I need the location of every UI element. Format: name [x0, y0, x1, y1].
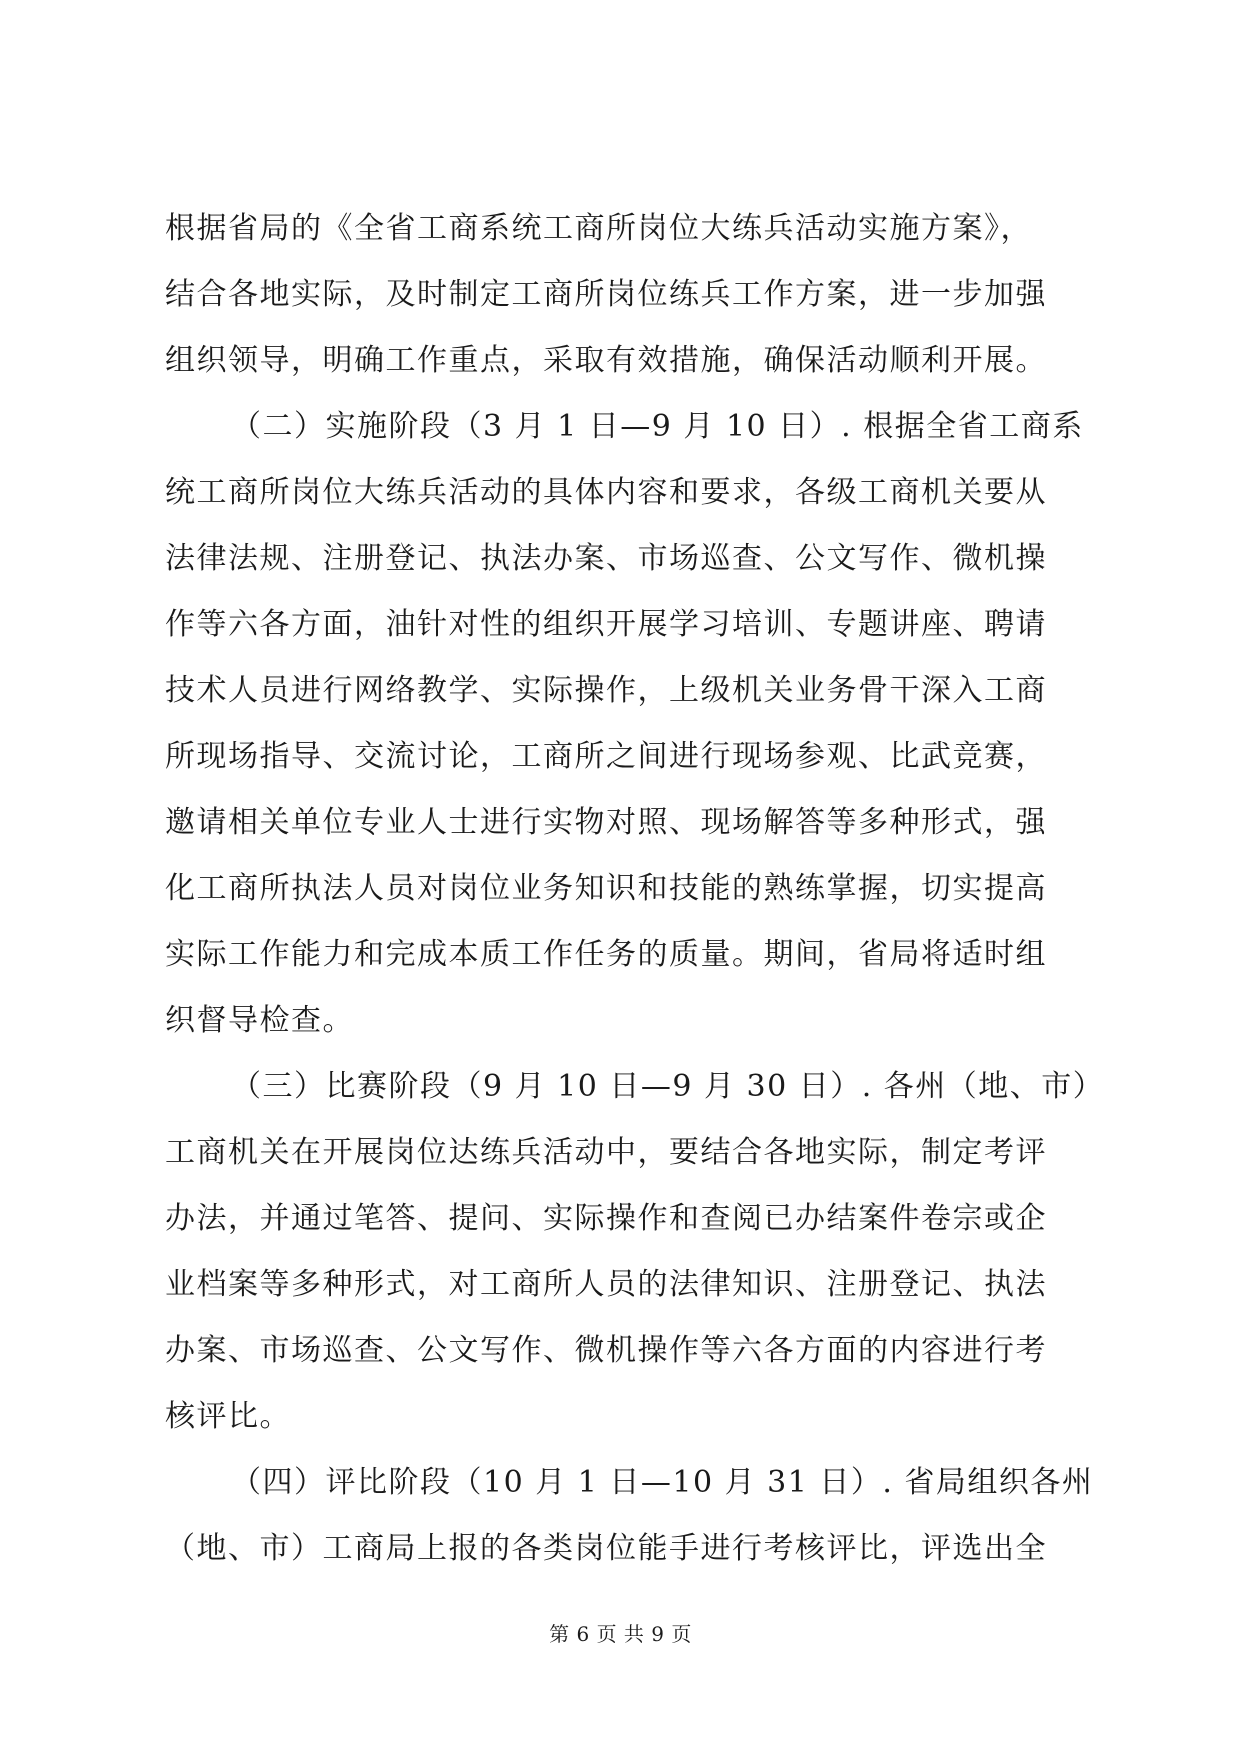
text-line: 统工商所岗位大练兵活动的具体内容和要求，各级工商机关要从: [165, 475, 1047, 510]
text-line: 根据省局的《全省工商系统工商所岗位大练兵活动实施方案》，: [165, 211, 1032, 246]
paragraph-first-line: （二）实施阶段（3 月 1 日—9 月 10 日）. 根据全省工商系: [231, 409, 1084, 444]
text-line: 工商机关在开展岗位达练兵活动中，要结合各地实际，制定考评: [165, 1135, 1047, 1170]
text-line: 法律法规、注册登记、执法办案、市场巡查、公文写作、微机操: [165, 541, 1047, 576]
paragraph-first-line: （四）评比阶段（10 月 1 日—10 月 31 日）. 省局组织各州: [231, 1465, 1094, 1500]
text-line: 办法，并通过笔答、提问、实际操作和查阅已办结案件卷宗或企: [165, 1201, 1047, 1236]
text-line: 办案、市场巡查、公文写作、微机操作等六各方面的内容进行考: [165, 1333, 1047, 1368]
text-line: 技术人员进行网络教学、实际操作，上级机关业务骨干深入工商: [165, 673, 1047, 708]
text-line: 业档案等多种形式，对工商所人员的法律知识、注册登记、执法: [165, 1267, 1047, 1302]
text-line: 化工商所执法人员对岗位业务知识和技能的熟练掌握，切实提高: [165, 871, 1047, 906]
paragraph-first-line: （三）比赛阶段（9 月 10 日—9 月 30 日）. 各州（地、市）: [231, 1069, 1105, 1104]
page-footer: 第 6 页 共 9 页: [549, 1622, 692, 1646]
document-body: [165, 196, 1105, 1582]
text-line: 织督导检查。: [165, 1003, 354, 1038]
text-line: 作等六各方面，油针对性的组织开展学习培训、专题讲座、聘请: [165, 607, 1047, 642]
text-line: 结合各地实际，及时制定工商所岗位练兵工作方案，进一步加强: [165, 277, 1047, 312]
text-line: 核评比。: [165, 1399, 291, 1434]
text-line: 所现场指导、交流讨论，工商所之间进行现场参观、比武竞赛，: [165, 739, 1047, 774]
text-line: （地、市）工商局上报的各类岗位能手进行考核评比，评选出全: [165, 1531, 1047, 1566]
text-line: 邀请相关单位专业人士进行实物对照、现场解答等多种形式，强: [165, 805, 1047, 840]
text-line: 组织领导，明确工作重点，采取有效措施，确保活动顺利开展。: [165, 343, 1047, 378]
text-line: 实际工作能力和完成本质工作任务的质量。期间，省局将适时组: [165, 937, 1047, 972]
